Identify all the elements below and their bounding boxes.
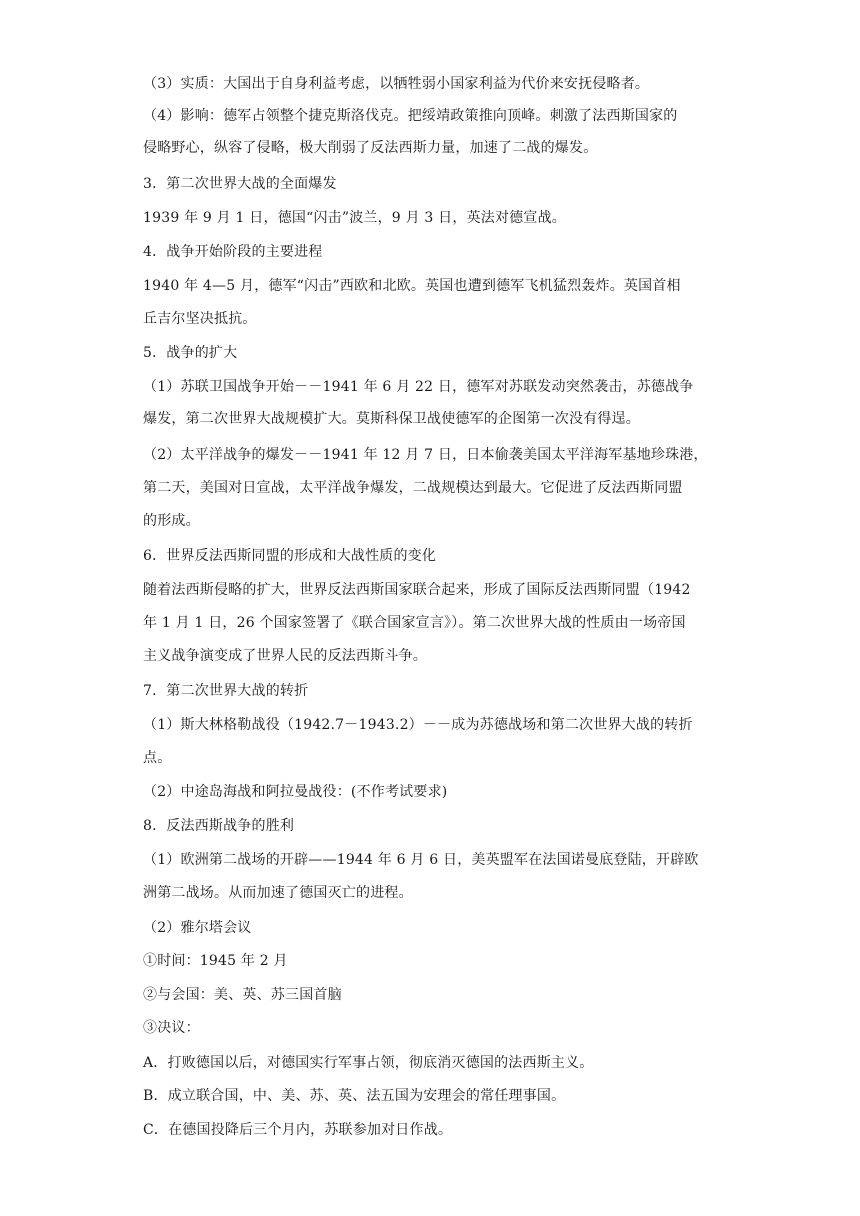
section-heading: 4．战争开始阶段的主要进程: [143, 244, 323, 260]
text-line: 点。: [143, 750, 172, 766]
text-line: A．打败德国以后，对德国实行军事占领，彻底消灭德国的法西斯主义。: [143, 1055, 594, 1071]
text-line: 的形成。: [143, 513, 200, 529]
text-line: 年 1 月 1 日，26 个国家签署了《联合国家宣言》）。第二次世界大战的性质由一场帝国: [143, 615, 686, 631]
text-line: 洲第二战场。从而加速了德国灭亡的进程。: [143, 885, 413, 901]
section-heading: 8．反法西斯战争的胜利: [143, 818, 295, 834]
text-line: （1）欧洲第二战场的开辟——1944 年 6 月 6 日，美英盟军在法国诺曼底登陆，开辟欧: [143, 852, 699, 868]
text-line: ③决议：: [143, 1020, 200, 1036]
text-line: 爆发，第二次世界大战规模扩大。莫斯科保卫战使德军的企图第一次没有得逞。: [143, 411, 640, 427]
text-line: 丘吉尔坚决抵抗。: [143, 311, 257, 327]
text-line: B．成立联合国，中、美、苏、英、法五国为安理会的常任理事国。: [143, 1088, 566, 1104]
section-heading: 5．战争的扩大: [143, 345, 238, 361]
text-line: 主义战争演变成了世界人民的反法西斯斗争。: [143, 648, 427, 664]
text-line: （1）斯大林格勒战役（1942.7－1943.2）－－成为苏德战场和第二次世界大战的转折: [143, 717, 693, 733]
section-heading: 7．第二次世界大战的转折: [143, 683, 309, 699]
text-line: ①时间：1945 年 2 月: [143, 953, 288, 969]
text-line: 1940 年 4—5 月，德军“闪击”西欧和北欧。英国也遭到德军飞机猛烈轰炸。英国首相: [143, 278, 681, 294]
text-line: 1939 年 9 月 1 日，德国“闪击”波兰，9 月 3 日，英法对德宣战。: [143, 210, 566, 226]
text-line: （1）苏联卫国战争开始－－1941 年 6 月 22 日，德军对苏联发动突然袭击，苏德战争: [143, 379, 694, 395]
text-line: 随着法西斯侵略的扩大，世界反法西斯国家联合起来，形成了国际反法西斯同盟（1942: [143, 582, 691, 598]
text-line: （4）影响：德军占领整个捷克斯洛伐克。把绥靖政策推向顶峰。刺激了法西斯国家的: [143, 108, 678, 124]
text-line: （2）太平洋战争的爆发－－1941 年 12 月 7 日，日本偷袭美国太平洋海军基地珍珠港，: [143, 447, 708, 463]
text-line: 第二天，美国对日宣战，太平洋战争爆发，二战规模达到最大。它促进了反法西斯同盟: [143, 480, 683, 496]
text-line: 侵略野心，纵容了侵略，极大削弱了反法西斯力量，加速了二战的爆发。: [143, 140, 598, 156]
text-line: （3）实质：大国出于自身利益考虑，以牺牲弱小国家利益为代价来安抚侵略者。: [143, 76, 650, 92]
text-line: （2）中途岛海战和阿拉曼战役：(不作考试要求): [143, 784, 448, 800]
section-heading: 6．世界反法西斯同盟的形成和大战性质的变化: [143, 548, 437, 564]
text-line: ②与会国：美、英、苏三国首脑: [143, 987, 342, 1003]
text-line: C．在德国投降后三个月内，苏联参加对日作战。: [143, 1122, 453, 1138]
section-heading: 3．第二次世界大战的全面爆发: [143, 176, 337, 192]
text-line: （2）雅尔塔会议: [143, 920, 252, 936]
